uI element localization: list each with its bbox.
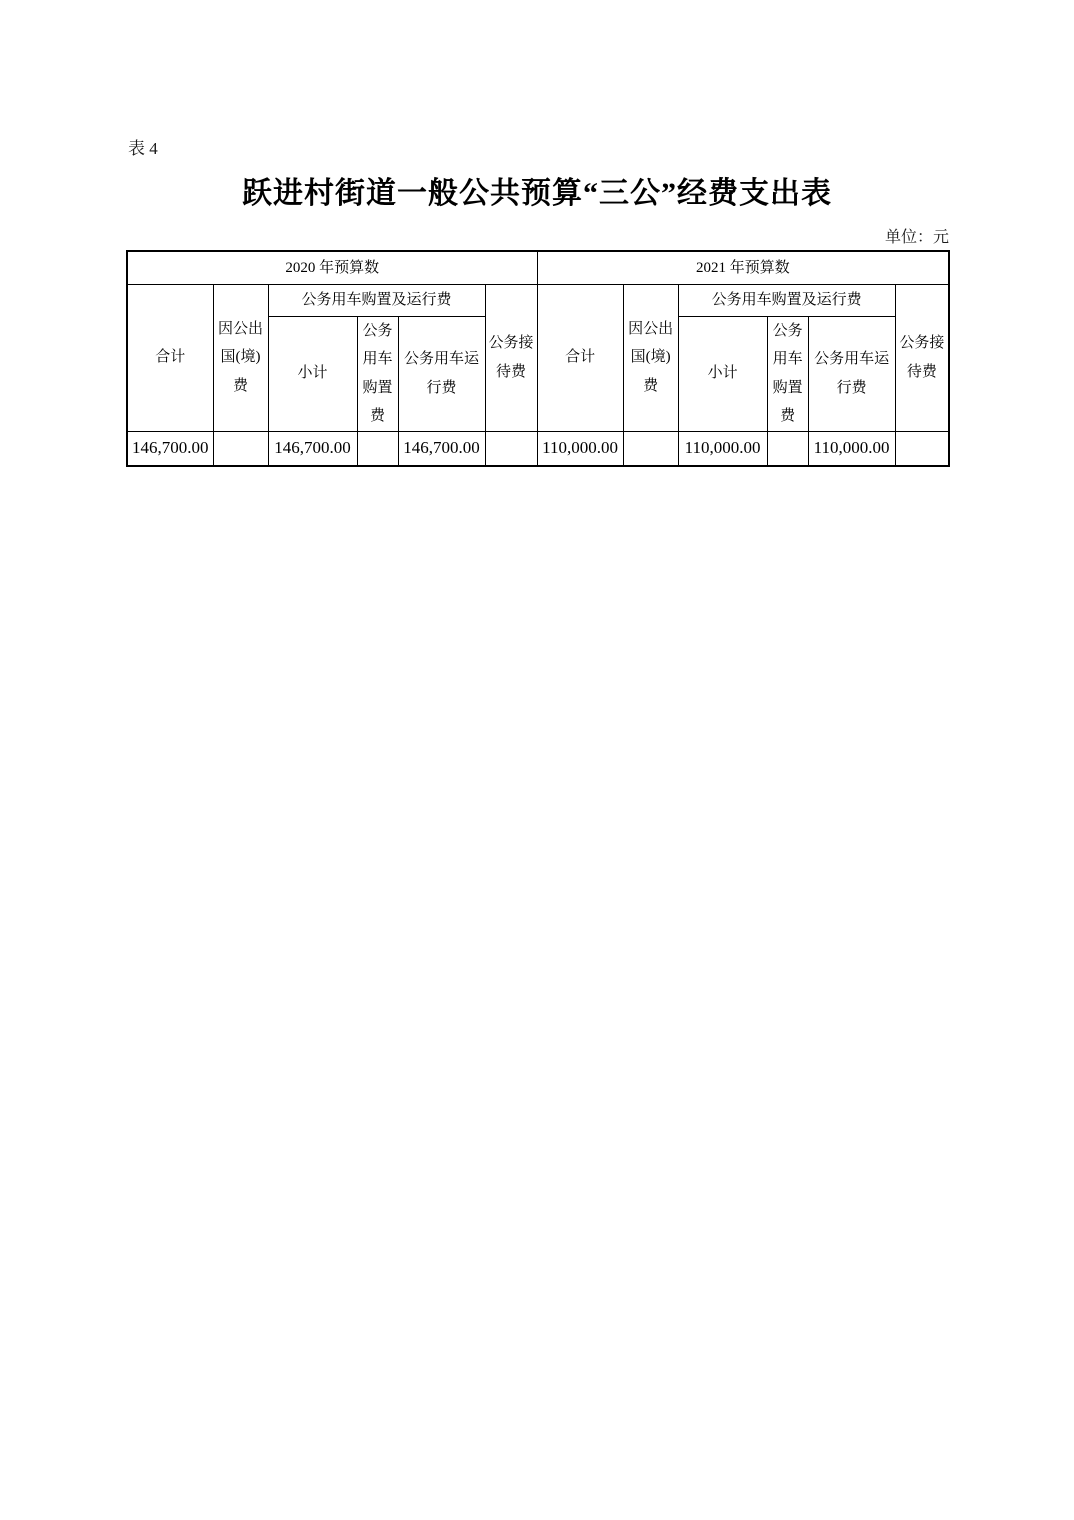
col-header-subtotal-2020: 小计 — [268, 316, 357, 431]
col-header-purchase-2020: 公务用车购置费 — [357, 316, 398, 431]
col-header-abroad-2020: 因公出国(境)费 — [213, 284, 268, 431]
cell-2020-subtotal: 146,700.00 — [268, 431, 357, 466]
unit-label: 单位：元 — [884, 229, 949, 246]
col-header-subtotal-2021: 小计 — [678, 316, 767, 431]
col-header-total-2021: 合计 — [537, 284, 623, 431]
cell-2021-subtotal: 110,000.00 — [678, 431, 767, 466]
group-header-vehicle-2020: 公务用车购置及运行费 — [268, 284, 485, 316]
col-header-reception-2021: 公务接待费 — [895, 284, 949, 431]
col-header-operation-2020: 公务用车运行费 — [398, 316, 485, 431]
data-row — [127, 431, 949, 466]
table-number-label: 表 4 — [128, 139, 158, 158]
col-header-operation-2021: 公务用车运行费 — [808, 316, 895, 431]
cell-2021-purchase — [767, 431, 808, 466]
document-title: 跃进村街道一般公共预算“三公”经费支出表 — [242, 177, 832, 210]
budget-table — [126, 250, 950, 467]
col-header-purchase-2021: 公务用车购置费 — [767, 316, 808, 431]
cell-2021-total: 110,000.00 — [537, 431, 623, 466]
col-header-reception-2020: 公务接待费 — [485, 284, 537, 431]
cell-2021-reception — [895, 431, 949, 466]
group-header-vehicle-2021: 公务用车购置及运行费 — [678, 284, 895, 316]
cell-2021-abroad — [623, 431, 678, 466]
col-header-total-2020: 合计 — [127, 284, 213, 431]
cell-2020-total: 146,700.00 — [127, 431, 213, 466]
year-header-row — [127, 251, 949, 284]
cell-2020-reception — [485, 431, 537, 466]
year-header-2020: 2020 年预算数 — [127, 251, 537, 284]
cell-2020-purchase — [357, 431, 398, 466]
cell-2021-operation: 110,000.00 — [808, 431, 895, 466]
cell-2020-operation: 146,700.00 — [398, 431, 485, 466]
year-header-2021: 2021 年预算数 — [537, 251, 949, 284]
group-header-row — [127, 284, 949, 316]
col-header-abroad-2021: 因公出国(境)费 — [623, 284, 678, 431]
cell-2020-abroad — [213, 431, 268, 466]
